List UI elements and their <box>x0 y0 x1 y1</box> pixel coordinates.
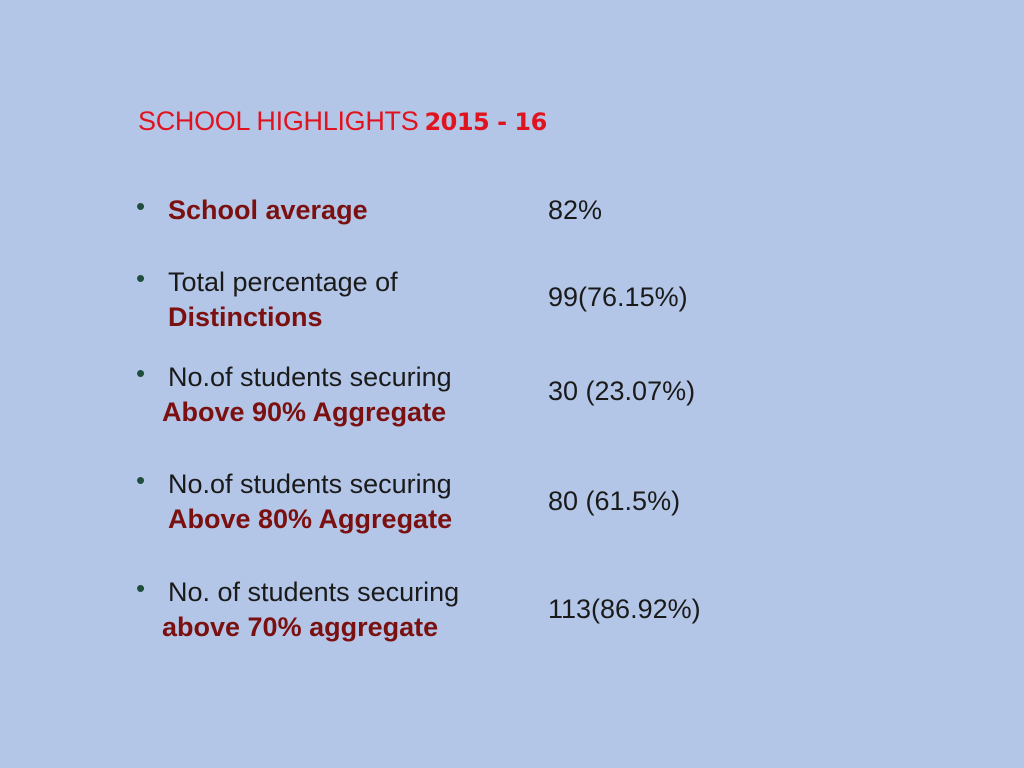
bullet-icon: • <box>136 465 146 495</box>
item-label-line2: Above 80% Aggregate <box>168 504 453 534</box>
item-label-line2: Distinctions <box>168 302 323 332</box>
item-label-line1: Total percentage of <box>168 267 398 297</box>
bullet-icon: • <box>136 191 146 221</box>
item-label-line1: No.of students securing <box>168 469 452 499</box>
bullet-icon: • <box>136 263 146 293</box>
bullet-icon: • <box>136 573 146 603</box>
item-label <box>162 360 452 430</box>
item-label <box>168 193 368 228</box>
item-value: 99(76.15%) <box>548 282 688 312</box>
item-label-line1: No. of students securing <box>168 577 460 607</box>
item-value: 80 (61.5%) <box>548 486 681 516</box>
item-label-line2: above 70% aggregate <box>162 612 439 642</box>
title-text: SCHOOL HIGHLIGHTS <box>138 106 419 136</box>
item-label-line2: Above 90% Aggregate <box>162 397 447 427</box>
bullet-icon: • <box>136 358 146 388</box>
title-year: 2015 - 16 <box>424 108 547 136</box>
item-label-line1: No.of students securing <box>168 362 452 392</box>
item-value: 82% <box>548 195 603 225</box>
item-label-line1: School average <box>168 195 368 225</box>
slide-title <box>138 106 547 137</box>
item-label <box>168 265 398 335</box>
item-label <box>168 467 452 537</box>
item-value: 30 (23.07%) <box>548 376 696 406</box>
item-value: 113(86.92%) <box>548 594 701 624</box>
item-label <box>162 575 460 645</box>
